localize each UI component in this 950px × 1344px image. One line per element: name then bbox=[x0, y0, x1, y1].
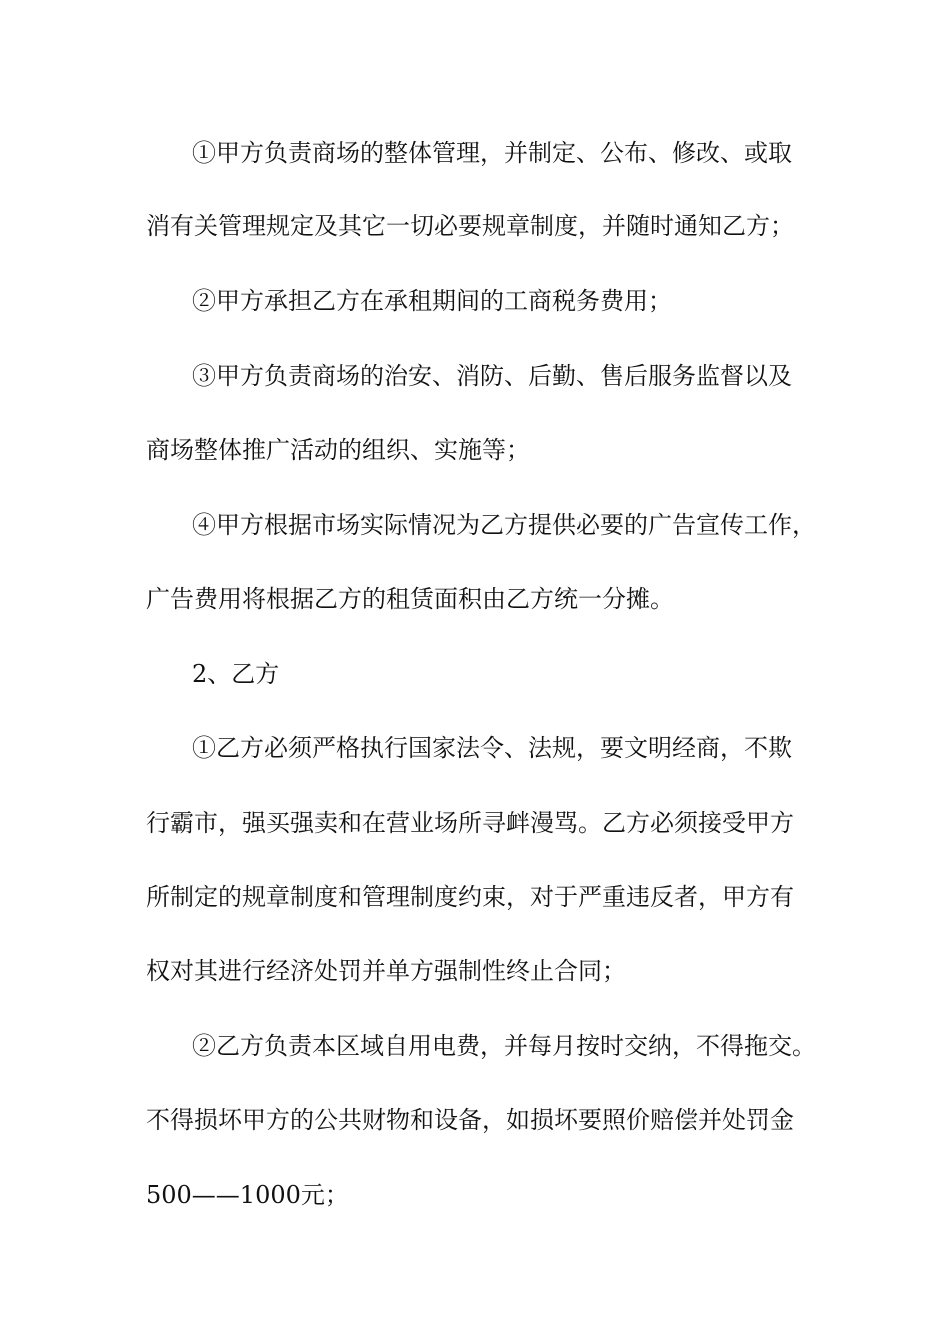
paragraph-line: 不得损坏甲方的公共财物和设备，如损坏要照价赔偿并处罚金 bbox=[146, 1106, 794, 1134]
paragraph-line: ④甲方根据市场实际情况为乙方提供必要的广告宣传工作， bbox=[192, 511, 816, 539]
paragraph-line: 所制定的规章制度和管理制度约束，对于严重违反者，甲方有 bbox=[146, 883, 794, 911]
paragraph-line: 消有关管理规定及其它一切必要规章制度，并随时通知乙方； bbox=[146, 212, 794, 240]
paragraph-line: 权对其进行经济处罚并单方强制性终止合同； bbox=[146, 957, 626, 985]
paragraph-line: ②甲方承担乙方在承租期间的工商税务费用； bbox=[192, 287, 672, 315]
paragraph-line: ①甲方负责商场的整体管理，并制定、公布、修改、或取 bbox=[192, 139, 792, 167]
section-heading: 2、乙方 bbox=[192, 660, 280, 688]
paragraph-line: 商场整体推广活动的组织、实施等； bbox=[146, 436, 530, 464]
paragraph-line: 广告费用将根据乙方的租赁面积由乙方统一分摊。 bbox=[146, 585, 674, 613]
paragraph-line: 500——1000元； bbox=[146, 1181, 349, 1209]
paragraph-line: ③甲方负责商场的治安、消防、后勤、售后服务监督以及 bbox=[192, 362, 792, 390]
paragraph-line: ①乙方必须严格执行国家法令、法规，要文明经商，不欺 bbox=[192, 734, 792, 762]
paragraph-line: ②乙方负责本区域自用电费，并每月按时交纳，不得拖交。 bbox=[192, 1032, 816, 1060]
paragraph-line: 行霸市，强买强卖和在营业场所寻衅漫骂。乙方必须接受甲方 bbox=[146, 809, 794, 837]
